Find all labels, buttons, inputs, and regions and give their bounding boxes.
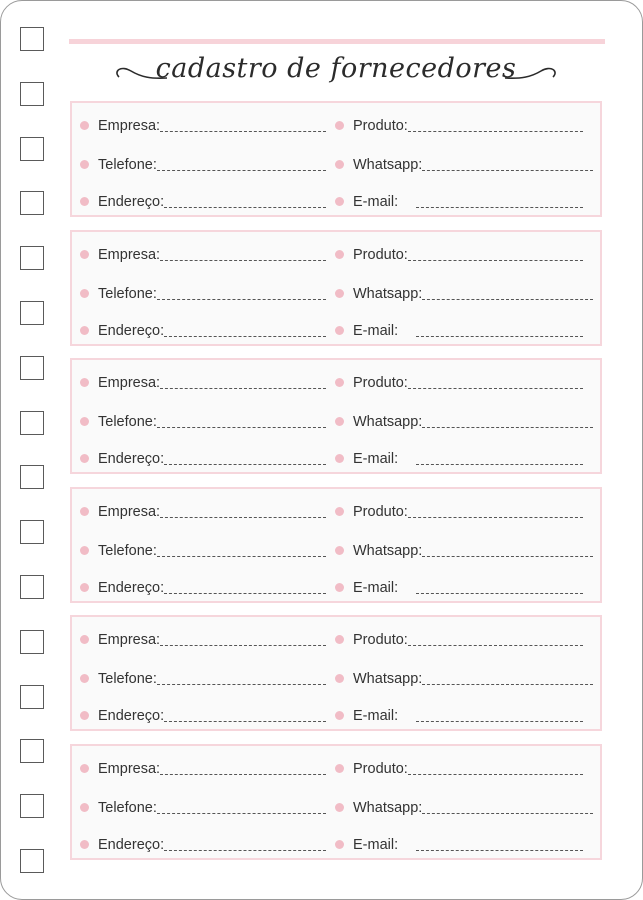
empresa-field: [80, 372, 326, 392]
bullet-dot-icon: [335, 454, 344, 463]
produto-field: [335, 372, 583, 392]
bullet-dot-icon: [335, 160, 344, 169]
accent-bar: [69, 39, 605, 44]
empresa-field: [80, 501, 326, 521]
empresa-label: Empresa:: [98, 246, 161, 263]
empresa-field: [80, 629, 326, 649]
produto-label: Produto:: [353, 118, 408, 134]
endereco-entry-line[interactable]: [164, 207, 326, 208]
endereco-field: [80, 577, 326, 597]
bullet-dot-icon: [80, 417, 89, 426]
endereco-entry-line[interactable]: [164, 336, 326, 337]
endereco-entry-line[interactable]: [164, 593, 326, 594]
bullet-dot-icon: [80, 840, 89, 849]
endereco-label: Endereço:: [98, 837, 165, 853]
produto-field: [335, 115, 583, 135]
produto-entry-line[interactable]: [408, 774, 583, 775]
whatsapp-entry-line[interactable]: [422, 170, 593, 171]
binder-hole: [20, 739, 44, 763]
whatsapp-entry-line[interactable]: [422, 427, 593, 428]
telefone-entry-line[interactable]: [157, 427, 326, 428]
bullet-dot-icon: [335, 326, 344, 335]
endereco-label: Endereço:: [98, 708, 165, 725]
produto-field: [335, 501, 583, 521]
bullet-dot-icon: [335, 507, 344, 516]
email-label: E-mail:: [353, 451, 399, 468]
telefone-label: Telefone:: [98, 671, 157, 688]
whatsapp-field: [335, 154, 593, 174]
binder-hole: [20, 356, 44, 380]
bullet-dot-icon: [80, 546, 89, 555]
bullet-dot-icon: [80, 326, 89, 335]
produto-field: [335, 629, 583, 649]
telefone-entry-line[interactable]: [157, 556, 326, 557]
empresa-field: [80, 244, 326, 264]
produto-field: [335, 758, 583, 778]
whatsapp-label: Whatsapp:: [353, 414, 423, 431]
telefone-field: [80, 283, 326, 303]
telefone-entry-line[interactable]: [157, 170, 326, 171]
binder-hole: [20, 191, 44, 215]
email-label: E-mail:: [353, 708, 399, 725]
email-entry-line[interactable]: [416, 207, 583, 208]
produto-entry-line[interactable]: [408, 645, 583, 646]
binder-hole: [20, 27, 44, 51]
empresa-entry-line[interactable]: [160, 388, 326, 389]
binder-hole: [20, 246, 44, 270]
bullet-dot-icon: [335, 250, 344, 259]
email-entry-line[interactable]: [416, 850, 583, 851]
empresa-entry-line[interactable]: [160, 774, 326, 775]
produto-entry-line[interactable]: [408, 260, 583, 261]
telefone-label: Telefone:: [98, 800, 157, 816]
telefone-field: [80, 668, 326, 688]
supplier-record-card: [70, 744, 602, 860]
empresa-label: Empresa:: [98, 761, 161, 777]
bullet-dot-icon: [335, 840, 344, 849]
binder-hole: [20, 465, 44, 489]
empresa-label: Empresa:: [98, 632, 161, 649]
binder-hole: [20, 137, 44, 161]
produto-label: Produto:: [353, 246, 408, 263]
binder-hole: [20, 630, 44, 654]
produto-field: [335, 244, 583, 264]
whatsapp-entry-line[interactable]: [422, 684, 593, 685]
email-label: E-mail:: [353, 837, 399, 853]
email-field: [335, 448, 583, 468]
bullet-dot-icon: [80, 289, 89, 298]
empresa-label: Empresa:: [98, 375, 161, 392]
whatsapp-field: [335, 797, 593, 817]
bullet-dot-icon: [80, 803, 89, 812]
whatsapp-label: Whatsapp:: [353, 800, 423, 816]
bullet-dot-icon: [80, 674, 89, 683]
email-field: [335, 834, 583, 854]
telefone-entry-line[interactable]: [157, 299, 326, 300]
telefone-field: [80, 411, 326, 431]
telefone-field: [80, 154, 326, 174]
bullet-dot-icon: [335, 635, 344, 644]
whatsapp-label: Whatsapp:: [353, 542, 423, 559]
whatsapp-entry-line[interactable]: [422, 813, 593, 814]
telefone-field: [80, 797, 326, 817]
whatsapp-field: [335, 411, 593, 431]
bullet-dot-icon: [80, 197, 89, 206]
supplier-record-card: [70, 230, 602, 346]
empresa-entry-line[interactable]: [160, 260, 326, 261]
email-entry-line[interactable]: [416, 336, 583, 337]
whatsapp-entry-line[interactable]: [422, 556, 593, 557]
email-label: E-mail:: [353, 194, 399, 210]
title-block: [111, 49, 561, 97]
telefone-label: Telefone:: [98, 285, 157, 302]
endereco-entry-line[interactable]: [164, 721, 326, 722]
bullet-dot-icon: [80, 250, 89, 259]
telefone-entry-line[interactable]: [157, 684, 326, 685]
email-field: [335, 705, 583, 725]
bullet-dot-icon: [335, 674, 344, 683]
whatsapp-field: [335, 668, 593, 688]
email-field: [335, 577, 583, 597]
bullet-dot-icon: [80, 454, 89, 463]
binder-hole: [20, 685, 44, 709]
email-entry-line[interactable]: [416, 721, 583, 722]
produto-label: Produto:: [353, 375, 408, 392]
binder-hole: [20, 301, 44, 325]
email-entry-line[interactable]: [416, 593, 583, 594]
telefone-label: Telefone:: [98, 414, 157, 431]
empresa-label: Empresa:: [98, 503, 161, 520]
produto-entry-line[interactable]: [408, 388, 583, 389]
bullet-dot-icon: [80, 507, 89, 516]
supplier-record-card: [70, 615, 602, 731]
endereco-label: Endereço:: [98, 322, 165, 339]
binder-hole: [20, 794, 44, 818]
email-label: E-mail:: [353, 579, 399, 596]
email-field: [335, 320, 583, 340]
bullet-dot-icon: [335, 121, 344, 130]
endereco-field: [80, 705, 326, 725]
whatsapp-entry-line[interactable]: [422, 299, 593, 300]
binder-holes: [20, 1, 48, 900]
whatsapp-field: [335, 283, 593, 303]
bullet-dot-icon: [80, 378, 89, 387]
bullet-dot-icon: [80, 764, 89, 773]
bullet-dot-icon: [80, 635, 89, 644]
endereco-entry-line[interactable]: [164, 850, 326, 851]
bullet-dot-icon: [335, 546, 344, 555]
bullet-dot-icon: [80, 711, 89, 720]
bullet-dot-icon: [335, 378, 344, 387]
email-entry-line[interactable]: [416, 464, 583, 465]
email-field: [335, 191, 583, 211]
whatsapp-field: [335, 540, 593, 560]
page-title: cadastro de fornecedores: [155, 53, 517, 84]
binder-hole: [20, 82, 44, 106]
supplier-record-card: [70, 101, 602, 217]
empresa-entry-line[interactable]: [160, 517, 326, 518]
endereco-field: [80, 834, 326, 854]
endereco-label: Endereço:: [98, 451, 165, 468]
produto-entry-line[interactable]: [408, 517, 583, 518]
bullet-dot-icon: [80, 160, 89, 169]
binder-hole: [20, 575, 44, 599]
bullet-dot-icon: [335, 711, 344, 720]
endereco-field: [80, 448, 326, 468]
bullet-dot-icon: [335, 197, 344, 206]
bullet-dot-icon: [335, 289, 344, 298]
bullet-dot-icon: [80, 583, 89, 592]
empresa-label: Empresa:: [98, 118, 161, 134]
endereco-label: Endereço:: [98, 579, 165, 596]
bullet-dot-icon: [335, 583, 344, 592]
endereco-label: Endereço:: [98, 194, 165, 210]
bullet-dot-icon: [335, 764, 344, 773]
empresa-field: [80, 115, 326, 135]
bullet-dot-icon: [335, 803, 344, 812]
telefone-label: Telefone:: [98, 542, 157, 559]
bullet-dot-icon: [80, 121, 89, 130]
telefone-entry-line[interactable]: [157, 813, 326, 814]
whatsapp-label: Whatsapp:: [353, 671, 423, 688]
endereco-entry-line[interactable]: [164, 464, 326, 465]
binder-hole: [20, 411, 44, 435]
produto-label: Produto:: [353, 503, 408, 520]
supplier-record-card: [70, 487, 602, 603]
binder-hole: [20, 849, 44, 873]
telefone-label: Telefone:: [98, 157, 157, 173]
supplier-record-card: [70, 358, 602, 474]
endereco-field: [80, 191, 326, 211]
empresa-entry-line[interactable]: [160, 131, 326, 132]
whatsapp-label: Whatsapp:: [353, 157, 423, 173]
produto-label: Produto:: [353, 761, 408, 777]
binder-hole: [20, 520, 44, 544]
email-label: E-mail:: [353, 322, 399, 339]
empresa-field: [80, 758, 326, 778]
produto-label: Produto:: [353, 632, 408, 649]
bullet-dot-icon: [335, 417, 344, 426]
telefone-field: [80, 540, 326, 560]
produto-entry-line[interactable]: [408, 131, 583, 132]
whatsapp-label: Whatsapp:: [353, 285, 423, 302]
endereco-field: [80, 320, 326, 340]
empresa-entry-line[interactable]: [160, 645, 326, 646]
